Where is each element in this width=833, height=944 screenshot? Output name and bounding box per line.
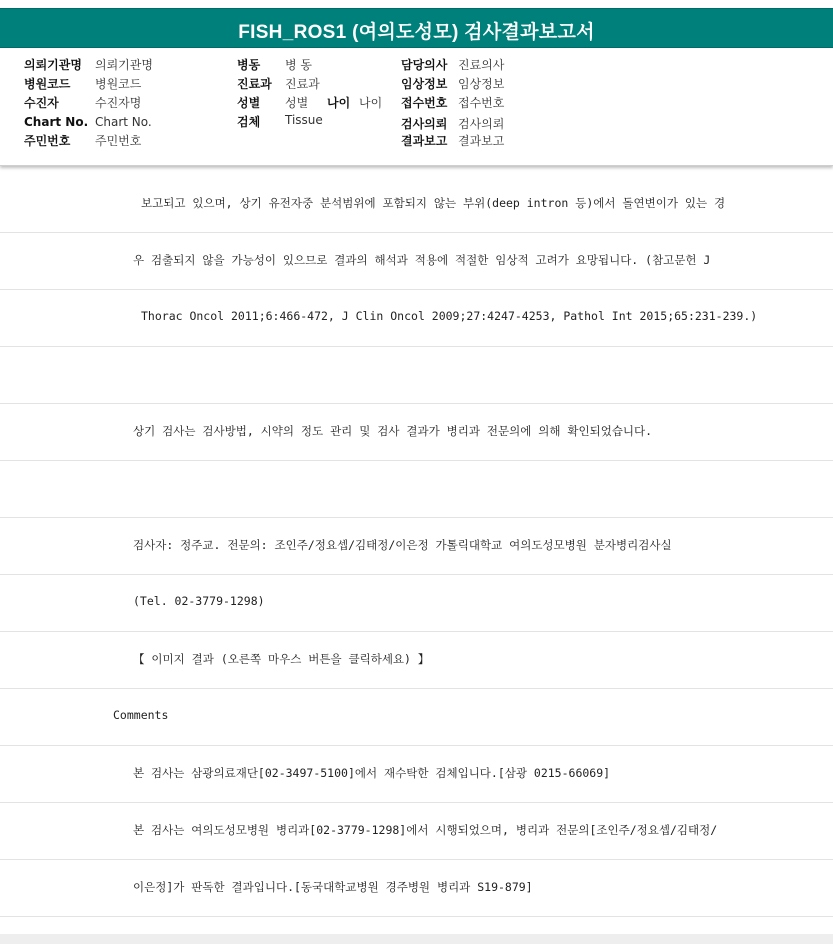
value-resident-number: 주민번호 bbox=[95, 134, 142, 148]
report-line-text: Thorac Oncol 2011;6:466-472, J Clin Oncol 2009;27:4247-4253, Pathol Int 2015;65:231-239.) bbox=[141, 309, 758, 323]
label-chart-no: Chart No. bbox=[24, 115, 89, 129]
report-line-text: 본 검사는 삼광의료재단[02-3497-5100]에서 재수탁한 검체입니다.[삼광 0215-66069] bbox=[133, 766, 611, 780]
label-test-request: 검사의뢰 bbox=[401, 117, 448, 131]
label-result-report: 결과보고 bbox=[401, 134, 448, 148]
report-line-text: 보고되고 있으며, 상기 유전자중 분석범위에 포함되지 않는 부위(deep intron 등)에서 돌연변이가 있는 경 bbox=[141, 196, 726, 210]
label-specimen: 검체 bbox=[237, 115, 261, 129]
report-line bbox=[0, 348, 833, 404]
value-hospital-code: 병원코드 bbox=[95, 77, 142, 91]
report-line bbox=[0, 234, 833, 290]
report-line-text: (Tel. 02-3779-1298) bbox=[133, 594, 265, 608]
report-line bbox=[0, 633, 833, 689]
report-line bbox=[0, 291, 833, 347]
value-result-report: 결과보고 bbox=[458, 134, 505, 148]
value-clinical-info: 임상정보 bbox=[458, 77, 505, 91]
label-attending-doctor: 담당의사 bbox=[401, 58, 448, 72]
report-line-text: 상기 검사는 검사방법, 시약의 정도 관리 및 검사 결과가 병리과 전문의에 의해 확인되었습니다. bbox=[133, 424, 653, 438]
image-result-link[interactable]: 【 이미지 결과 (오른쪽 마우스 버튼을 클릭하세요) 】 bbox=[133, 652, 430, 666]
label-sex: 성별 bbox=[237, 96, 261, 110]
report-line bbox=[0, 519, 833, 575]
label-hospital-code: 병원코드 bbox=[24, 77, 71, 91]
label-ward: 병동 bbox=[237, 58, 261, 72]
label-age: 나이 bbox=[327, 96, 351, 110]
label-resident-number: 주민번호 bbox=[24, 134, 71, 148]
comments-heading: Comments bbox=[113, 708, 169, 722]
report-line bbox=[0, 804, 833, 860]
report-line-text: 검사자: 정주교. 전문의: 조인주/정요셉/김태정/이은정 가톨릭대학교 여의도성모병원 분자병리검사실 bbox=[133, 538, 672, 552]
report-title-bar bbox=[0, 8, 833, 48]
value-receipt-number: 접수번호 bbox=[458, 96, 505, 110]
report-line bbox=[0, 747, 833, 803]
value-attending-doctor: 진료의사 bbox=[458, 58, 505, 72]
label-patient: 수진자 bbox=[24, 96, 59, 110]
report-title: FISH_ROS1 (여의도성모) 검사결과보고서 bbox=[238, 22, 595, 43]
label-receipt-number: 접수번호 bbox=[401, 96, 448, 110]
label-clinical-info: 임상정보 bbox=[401, 77, 448, 91]
value-patient: 수진자명 bbox=[95, 96, 142, 110]
value-test-request: 검사의뢰 bbox=[458, 117, 505, 131]
value-chart-no: Chart No. bbox=[95, 115, 152, 129]
label-department: 진료과 bbox=[237, 77, 272, 91]
report-line-text: 본 검사는 여의도성모병원 병리과[02-3779-1298]에서 시행되었으며, 병리과 전문의[조인주/정요셉/김태정/ bbox=[133, 823, 718, 837]
report-line-text: 이은정]가 판독한 결과입니다.[동국대학교병원 경주병원 병리과 S19-879] bbox=[133, 880, 533, 894]
value-specimen: Tissue bbox=[285, 113, 323, 127]
bottom-scroll-area bbox=[0, 934, 833, 944]
report-line-text: 우 검출되지 않을 가능성이 있으므로 결과의 해석과 적용에 적절한 임상적 고려가 요망됩니다. (참고문헌 J bbox=[133, 253, 711, 267]
report-line bbox=[0, 690, 833, 746]
label-requesting-institution: 의뢰기관명 bbox=[24, 58, 82, 72]
value-ward: 병 동 bbox=[285, 58, 312, 72]
report-line bbox=[0, 576, 833, 632]
patient-info-panel bbox=[0, 48, 833, 166]
value-age: 나이 bbox=[359, 96, 383, 110]
value-requesting-institution: 의뢰기관명 bbox=[95, 58, 153, 72]
report-line bbox=[0, 462, 833, 518]
report-line bbox=[0, 405, 833, 461]
value-sex: 성별 bbox=[285, 96, 309, 110]
value-department: 진료과 bbox=[285, 77, 320, 91]
report-line bbox=[0, 177, 833, 233]
report-line bbox=[0, 861, 833, 917]
